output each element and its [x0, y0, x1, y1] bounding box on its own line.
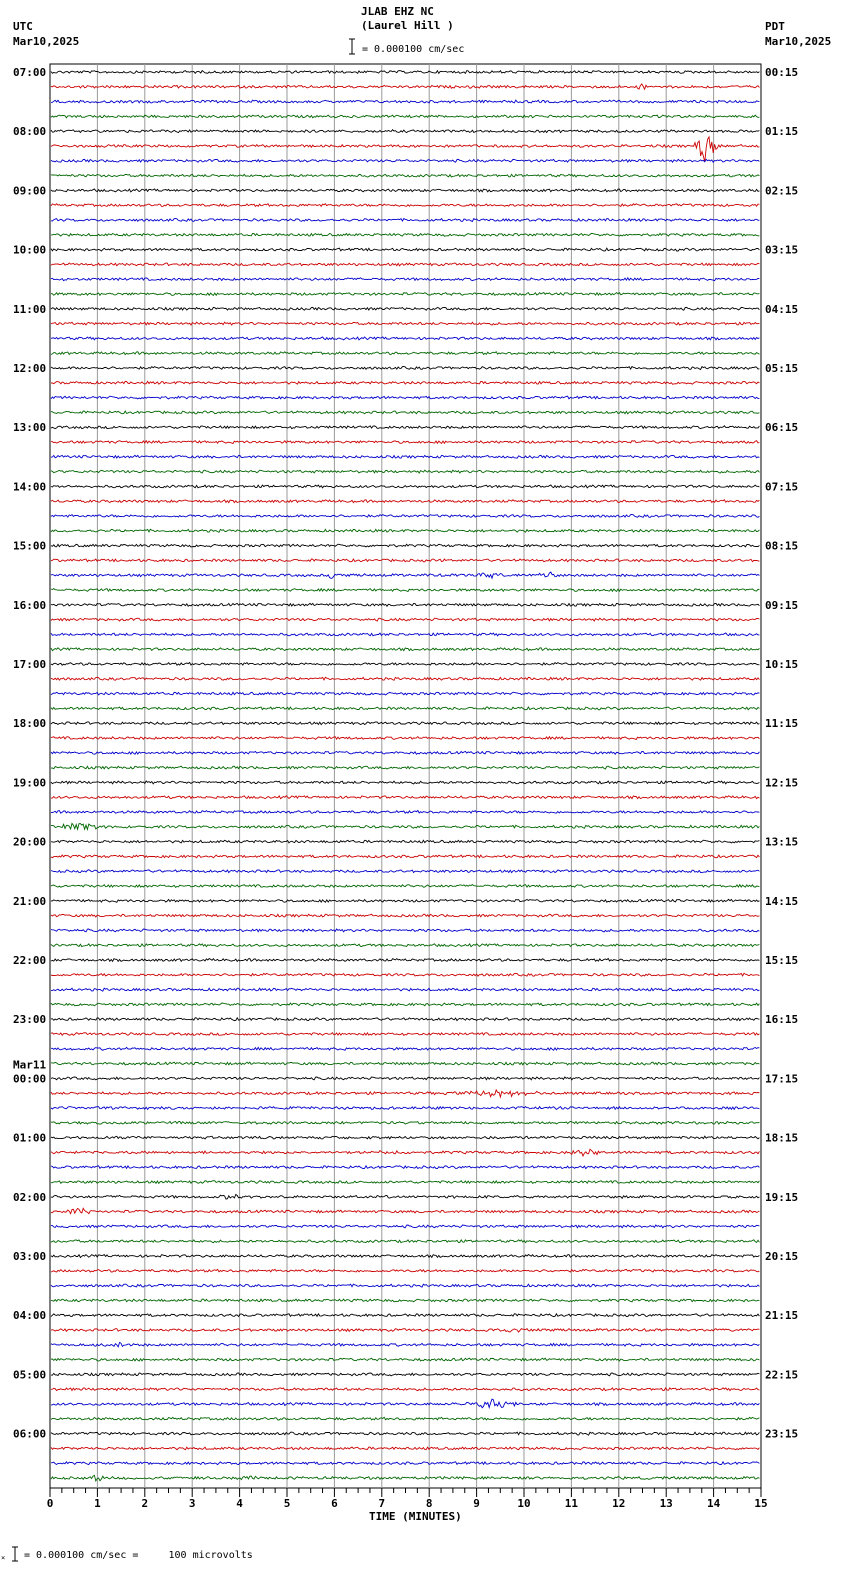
trace-row-7 — [51, 174, 759, 177]
trace-row-2 — [51, 100, 759, 103]
trace-row-88 — [51, 1373, 759, 1376]
trace-row-84 — [51, 1314, 759, 1317]
trace-row-0 — [51, 71, 759, 74]
right-hour-label: 11:15 — [765, 717, 799, 731]
trace-row-95 — [51, 1475, 759, 1481]
left-hour-label: 02:00 — [13, 1190, 47, 1204]
trace-row-44 — [51, 722, 759, 725]
x-tick-label: 5 — [283, 1497, 291, 1510]
trace-row-40 — [51, 663, 759, 666]
trace-row-87 — [51, 1358, 759, 1361]
trace-row-9 — [51, 204, 759, 207]
footer-scale-note: = 0.000100 cm/sec = 100 microvolts — [24, 1550, 253, 1561]
trace-row-26 — [51, 455, 759, 458]
trace-row-18 — [51, 337, 759, 340]
left-hour-label: 03:00 — [13, 1250, 47, 1263]
trace-row-33 — [51, 559, 759, 562]
trace-row-16 — [51, 307, 759, 310]
left-hour-label: 20:00 — [13, 835, 47, 849]
trace-row-37 — [51, 618, 759, 621]
scale-label: = 0.000100 cm/sec — [362, 44, 465, 55]
x-tick-label: 2 — [141, 1497, 149, 1510]
trace-row-46 — [51, 751, 759, 754]
trace-row-60 — [51, 959, 759, 962]
trace-row-30 — [51, 515, 759, 518]
trace-row-53 — [51, 855, 759, 858]
right-hour-label: 01:15 — [765, 125, 799, 139]
right-timezone: PDT — [765, 20, 785, 33]
trace-row-24 — [51, 426, 759, 429]
left-hour-label: 19:00 — [13, 776, 47, 790]
right-hour-label: 05:15 — [765, 362, 799, 375]
left-hour-label: 05:00 — [13, 1368, 47, 1382]
trace-row-66 — [51, 1047, 759, 1050]
right-hour-label: 12:15 — [765, 776, 799, 790]
left-hour-label: 08:00 — [13, 125, 47, 139]
right-hour-label: 22:15 — [765, 1368, 799, 1382]
trace-row-57 — [51, 914, 759, 917]
left-hour-label: 04:00 — [13, 1309, 47, 1323]
trace-row-63 — [51, 1003, 759, 1006]
trace-row-3 — [51, 115, 759, 118]
trace-row-50 — [51, 811, 759, 814]
left-hour-label: 12:00 — [13, 362, 47, 375]
right-hour-label: 15:15 — [765, 954, 799, 967]
x-tick-label: 0 — [46, 1497, 54, 1510]
left-hour-label: 22:00 — [13, 954, 47, 967]
trace-row-48 — [51, 781, 759, 784]
right-hour-label: 18:15 — [765, 1131, 799, 1145]
plot-frame — [50, 64, 761, 1488]
trace-row-91 — [51, 1417, 759, 1420]
trace-row-47 — [51, 766, 759, 769]
left-hour-label: 01:00 — [13, 1131, 47, 1145]
trace-row-45 — [51, 737, 759, 740]
trace-row-1 — [51, 84, 759, 89]
trace-row-82 — [51, 1284, 759, 1287]
left-hour-label: 13:00 — [13, 421, 47, 435]
trace-row-43 — [51, 707, 759, 710]
x-tick-label: 7 — [378, 1497, 386, 1510]
trace-row-78 — [51, 1225, 759, 1228]
trace-row-42 — [51, 692, 759, 695]
trace-row-67 — [51, 1062, 759, 1065]
trace-row-38 — [51, 633, 759, 636]
left-hour-label: 17:00 — [13, 658, 47, 671]
trace-row-92 — [51, 1432, 759, 1435]
trace-row-22 — [51, 396, 759, 399]
date-change-label: Mar11 — [13, 1058, 47, 1072]
left-hour-label: 06:00 — [13, 1427, 47, 1441]
trace-row-29 — [51, 500, 759, 503]
right-hour-label: 09:15 — [765, 598, 799, 612]
trace-row-17 — [51, 322, 759, 325]
left-hour-label: 09:00 — [13, 184, 47, 198]
trace-row-56 — [51, 899, 759, 902]
trace-row-11 — [51, 233, 759, 236]
trace-row-20 — [51, 367, 759, 370]
left-hour-label: 07:00 — [13, 66, 47, 79]
trace-row-93 — [51, 1447, 759, 1450]
trace-row-52 — [51, 840, 759, 843]
right-hour-label: 08:15 — [765, 539, 799, 553]
footer-marker-icon: × — [1, 1554, 6, 1562]
trace-row-85 — [51, 1329, 759, 1333]
trace-row-86 — [51, 1342, 759, 1347]
trace-row-69 — [51, 1090, 759, 1097]
left-hour-label: 10:00 — [13, 243, 47, 257]
trace-row-36 — [51, 603, 759, 606]
trace-row-49 — [51, 796, 759, 799]
trace-row-8 — [51, 189, 759, 192]
trace-row-55 — [51, 885, 759, 888]
trace-row-89 — [51, 1388, 759, 1391]
trace-row-39 — [51, 648, 759, 651]
right-hour-label: 06:15 — [765, 421, 799, 435]
right-hour-label: 17:15 — [765, 1072, 799, 1086]
trace-row-23 — [51, 411, 759, 414]
right-hour-label: 10:15 — [765, 658, 799, 671]
trace-row-13 — [51, 263, 759, 266]
trace-row-19 — [51, 352, 759, 355]
trace-row-54 — [51, 870, 759, 873]
trace-row-4 — [51, 130, 759, 133]
trace-row-12 — [51, 248, 759, 251]
trace-row-31 — [51, 529, 759, 532]
right-hour-label: 21:15 — [765, 1309, 799, 1323]
right-hour-label: 07:15 — [765, 480, 799, 494]
x-tick-label: 13 — [659, 1497, 673, 1510]
right-hour-label: 19:15 — [765, 1190, 799, 1204]
trace-row-76 — [51, 1195, 759, 1200]
right-hour-label: 23:15 — [765, 1427, 799, 1441]
trace-row-70 — [51, 1107, 759, 1110]
x-tick-label: 3 — [188, 1497, 196, 1510]
x-tick-label: 15 — [754, 1497, 768, 1510]
trace-row-62 — [51, 988, 759, 991]
left-hour-label: 23:00 — [13, 1013, 47, 1027]
trace-row-15 — [51, 293, 759, 296]
trace-row-28 — [51, 485, 759, 488]
trace-row-73 — [51, 1149, 759, 1156]
right-hour-label: 00:15 — [765, 66, 799, 79]
trace-row-65 — [51, 1033, 759, 1036]
trace-row-10 — [51, 219, 759, 222]
trace-row-59 — [51, 944, 759, 947]
right-hour-label: 14:15 — [765, 894, 799, 908]
right-date: Mar10,2025 — [765, 35, 832, 48]
x-tick-label: 14 — [706, 1497, 721, 1510]
trace-row-21 — [51, 381, 759, 384]
right-hour-label: 03:15 — [765, 243, 799, 257]
right-hour-label: 13:15 — [765, 835, 799, 849]
right-hour-label: 20:15 — [765, 1250, 799, 1263]
x-tick-label: 1 — [94, 1497, 101, 1510]
trace-row-83 — [51, 1299, 759, 1302]
trace-row-51 — [51, 823, 759, 829]
left-hour-label: 14:00 — [13, 480, 47, 494]
x-tick-label: 6 — [331, 1497, 338, 1510]
left-hour-label: 00:00 — [13, 1072, 47, 1086]
left-hour-label: 18:00 — [13, 717, 47, 731]
trace-row-75 — [51, 1181, 759, 1184]
x-tick-label: 10 — [517, 1497, 531, 1510]
trace-row-64 — [51, 1018, 759, 1021]
trace-row-25 — [51, 441, 759, 444]
left-date: Mar10,2025 — [13, 35, 80, 48]
left-timezone: UTC — [13, 20, 33, 33]
station-location: (Laurel Hill ) — [361, 19, 454, 32]
x-tick-label: 9 — [473, 1497, 480, 1510]
trace-row-14 — [51, 278, 759, 281]
left-hour-label: 11:00 — [13, 302, 47, 316]
left-hour-label: 15:00 — [13, 539, 47, 553]
x-tick-label: 11 — [564, 1497, 579, 1510]
trace-row-27 — [51, 470, 759, 473]
trace-row-32 — [51, 544, 759, 547]
trace-row-41 — [51, 677, 759, 680]
trace-row-5 — [51, 137, 759, 162]
trace-row-90 — [51, 1399, 759, 1408]
trace-row-68 — [51, 1077, 759, 1080]
trace-row-80 — [51, 1255, 759, 1258]
right-hour-label: 02:15 — [765, 184, 799, 198]
trace-row-35 — [51, 589, 759, 592]
trace-row-72 — [51, 1136, 759, 1139]
right-hour-label: 04:15 — [765, 302, 799, 316]
trace-row-61 — [51, 973, 759, 976]
trace-row-6 — [51, 159, 759, 162]
trace-row-74 — [51, 1166, 759, 1169]
trace-row-71 — [51, 1121, 759, 1124]
trace-row-94 — [51, 1462, 759, 1465]
x-tick-label: 8 — [425, 1497, 433, 1510]
x-tick-label: 4 — [236, 1497, 243, 1510]
left-hour-label: 21:00 — [13, 894, 47, 908]
trace-row-34 — [51, 572, 759, 578]
trace-row-79 — [51, 1240, 759, 1243]
right-hour-label: 16:15 — [765, 1013, 799, 1027]
station-title: JLAB EHZ NC — [361, 5, 434, 18]
trace-row-81 — [51, 1269, 759, 1272]
trace-row-58 — [51, 929, 759, 932]
trace-row-77 — [51, 1208, 759, 1213]
left-hour-label: 16:00 — [13, 598, 47, 612]
x-tick-label: 12 — [612, 1497, 626, 1510]
x-axis-label: TIME (MINUTES) — [369, 1510, 462, 1523]
